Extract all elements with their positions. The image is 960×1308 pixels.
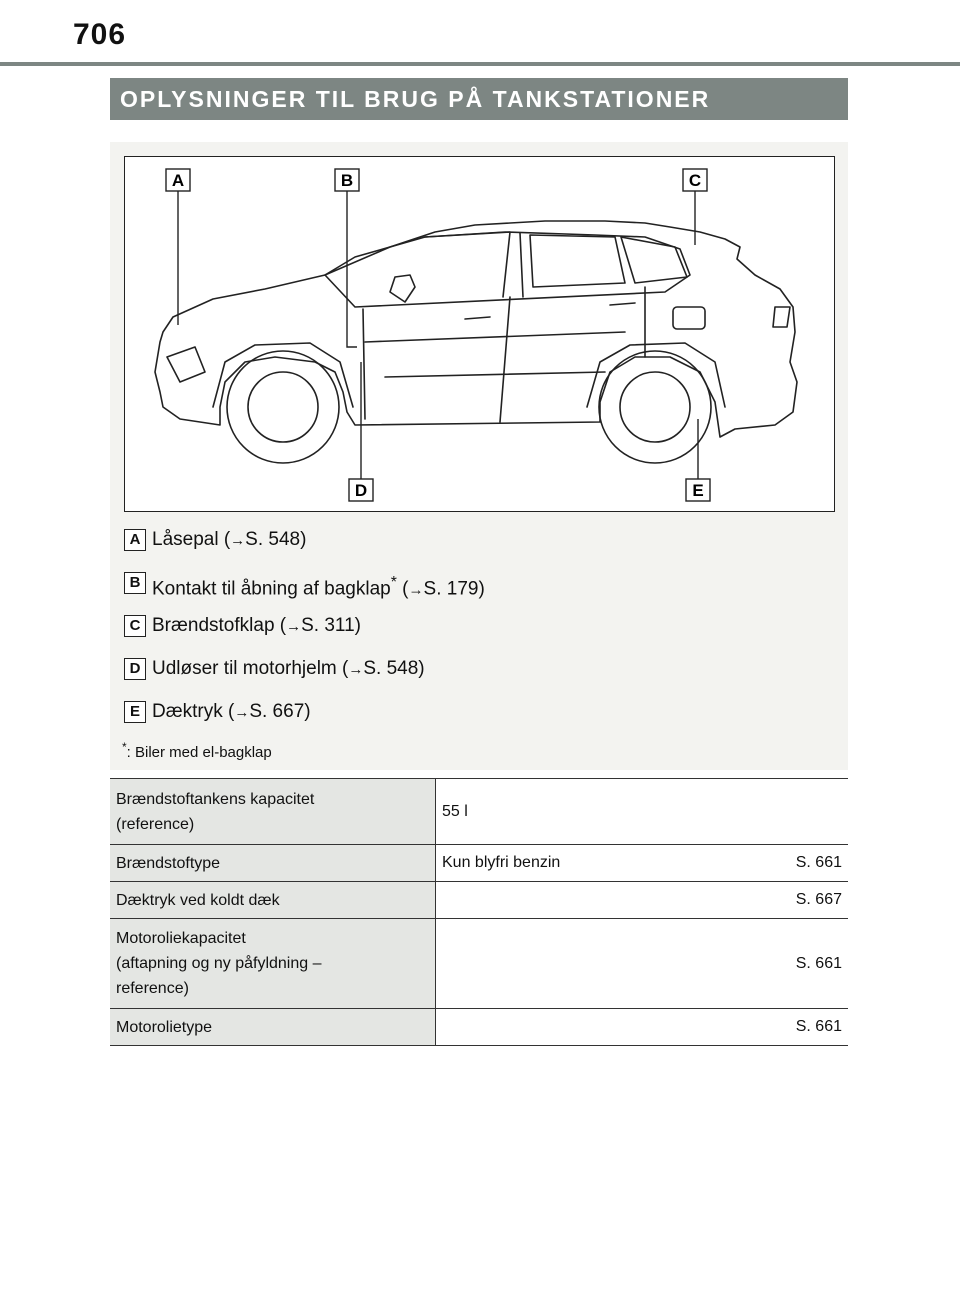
car-side-view-icon	[125, 157, 834, 511]
item-text: Udløser til motorhjelm (→S. 548)	[152, 658, 425, 679]
item-letter: A	[124, 529, 146, 551]
row-label: Motorolietype	[110, 1009, 436, 1046]
row-value	[436, 919, 849, 1009]
footnote-mark: *	[122, 740, 127, 754]
callout-c: C	[688, 171, 702, 190]
row-label: Motoroliekapacitet (aftapning og ny påfyldning – reference)	[110, 919, 436, 1009]
page-reference-link[interactable]: S. 179)	[423, 578, 485, 600]
item-text: Låsepal (→S. 548)	[152, 529, 307, 550]
car-figure	[124, 156, 835, 512]
item-text: Brændstofklap (→S. 311)	[152, 615, 361, 636]
table-row	[110, 1009, 848, 1046]
row-value	[436, 882, 849, 919]
page-reference-link[interactable]: S. 667	[795, 891, 842, 908]
list-item-b	[124, 571, 824, 614]
list-item-c	[124, 614, 824, 657]
arrow-right-icon: →	[230, 532, 246, 549]
section-title: OPLYSNINGER TIL BRUG PÅ TANKSTATIONER	[120, 86, 711, 112]
refuel-info-table	[110, 778, 848, 1046]
header-rule	[0, 62, 960, 66]
page-reference-link[interactable]: S. 548)	[245, 529, 307, 550]
callout-b: B	[340, 171, 354, 190]
row-value	[436, 845, 849, 882]
table-row	[110, 845, 848, 882]
list-item-e	[124, 700, 824, 743]
section-header	[110, 78, 848, 120]
page-number: 706	[73, 18, 127, 51]
row-label: Brændstoftankens kapacitet (reference)	[110, 779, 436, 845]
item-list	[124, 528, 824, 743]
row-value	[436, 779, 849, 845]
callout-d: D	[354, 481, 368, 500]
table-row	[110, 779, 848, 845]
list-item-a	[124, 528, 824, 571]
page-reference-link[interactable]: S. 661	[795, 854, 842, 871]
table-row	[110, 919, 848, 1009]
arrow-right-icon: →	[234, 704, 250, 721]
row-value	[436, 1009, 849, 1046]
row-label: Dæktryk ved koldt dæk	[110, 882, 436, 919]
page-reference-link[interactable]: S. 311)	[301, 615, 361, 636]
page-reference-link[interactable]: S. 667)	[249, 701, 311, 722]
fuel-capacity-value: 55 l	[442, 802, 468, 820]
callout-e: E	[692, 481, 704, 500]
item-text: Kontakt til åbning af bagklap* (→S. 179)	[152, 574, 485, 600]
page-reference-link[interactable]: S. 548)	[363, 658, 425, 679]
item-letter: E	[124, 701, 146, 723]
item-letter: D	[124, 658, 146, 680]
page-reference-link[interactable]: S. 661	[795, 1018, 842, 1035]
footnote-mark: *	[390, 574, 397, 591]
item-letter: B	[124, 572, 146, 594]
item-letter: C	[124, 615, 146, 637]
fuel-type-value: Kun blyfri benzin	[442, 854, 561, 871]
footnote	[122, 740, 272, 761]
table-row	[110, 882, 848, 919]
callout-a: A	[171, 171, 185, 190]
page-reference-link[interactable]: S. 661	[795, 954, 842, 972]
footnote-text: : Biler med el-bagklap	[126, 744, 272, 761]
arrow-right-icon: →	[408, 581, 424, 599]
arrow-right-icon: →	[286, 618, 302, 635]
illustration-panel	[110, 142, 848, 770]
row-label: Brændstoftype	[110, 845, 436, 882]
item-text: Dæktryk (→S. 667)	[152, 701, 311, 722]
list-item-d	[124, 657, 824, 700]
arrow-right-icon: →	[348, 661, 364, 678]
